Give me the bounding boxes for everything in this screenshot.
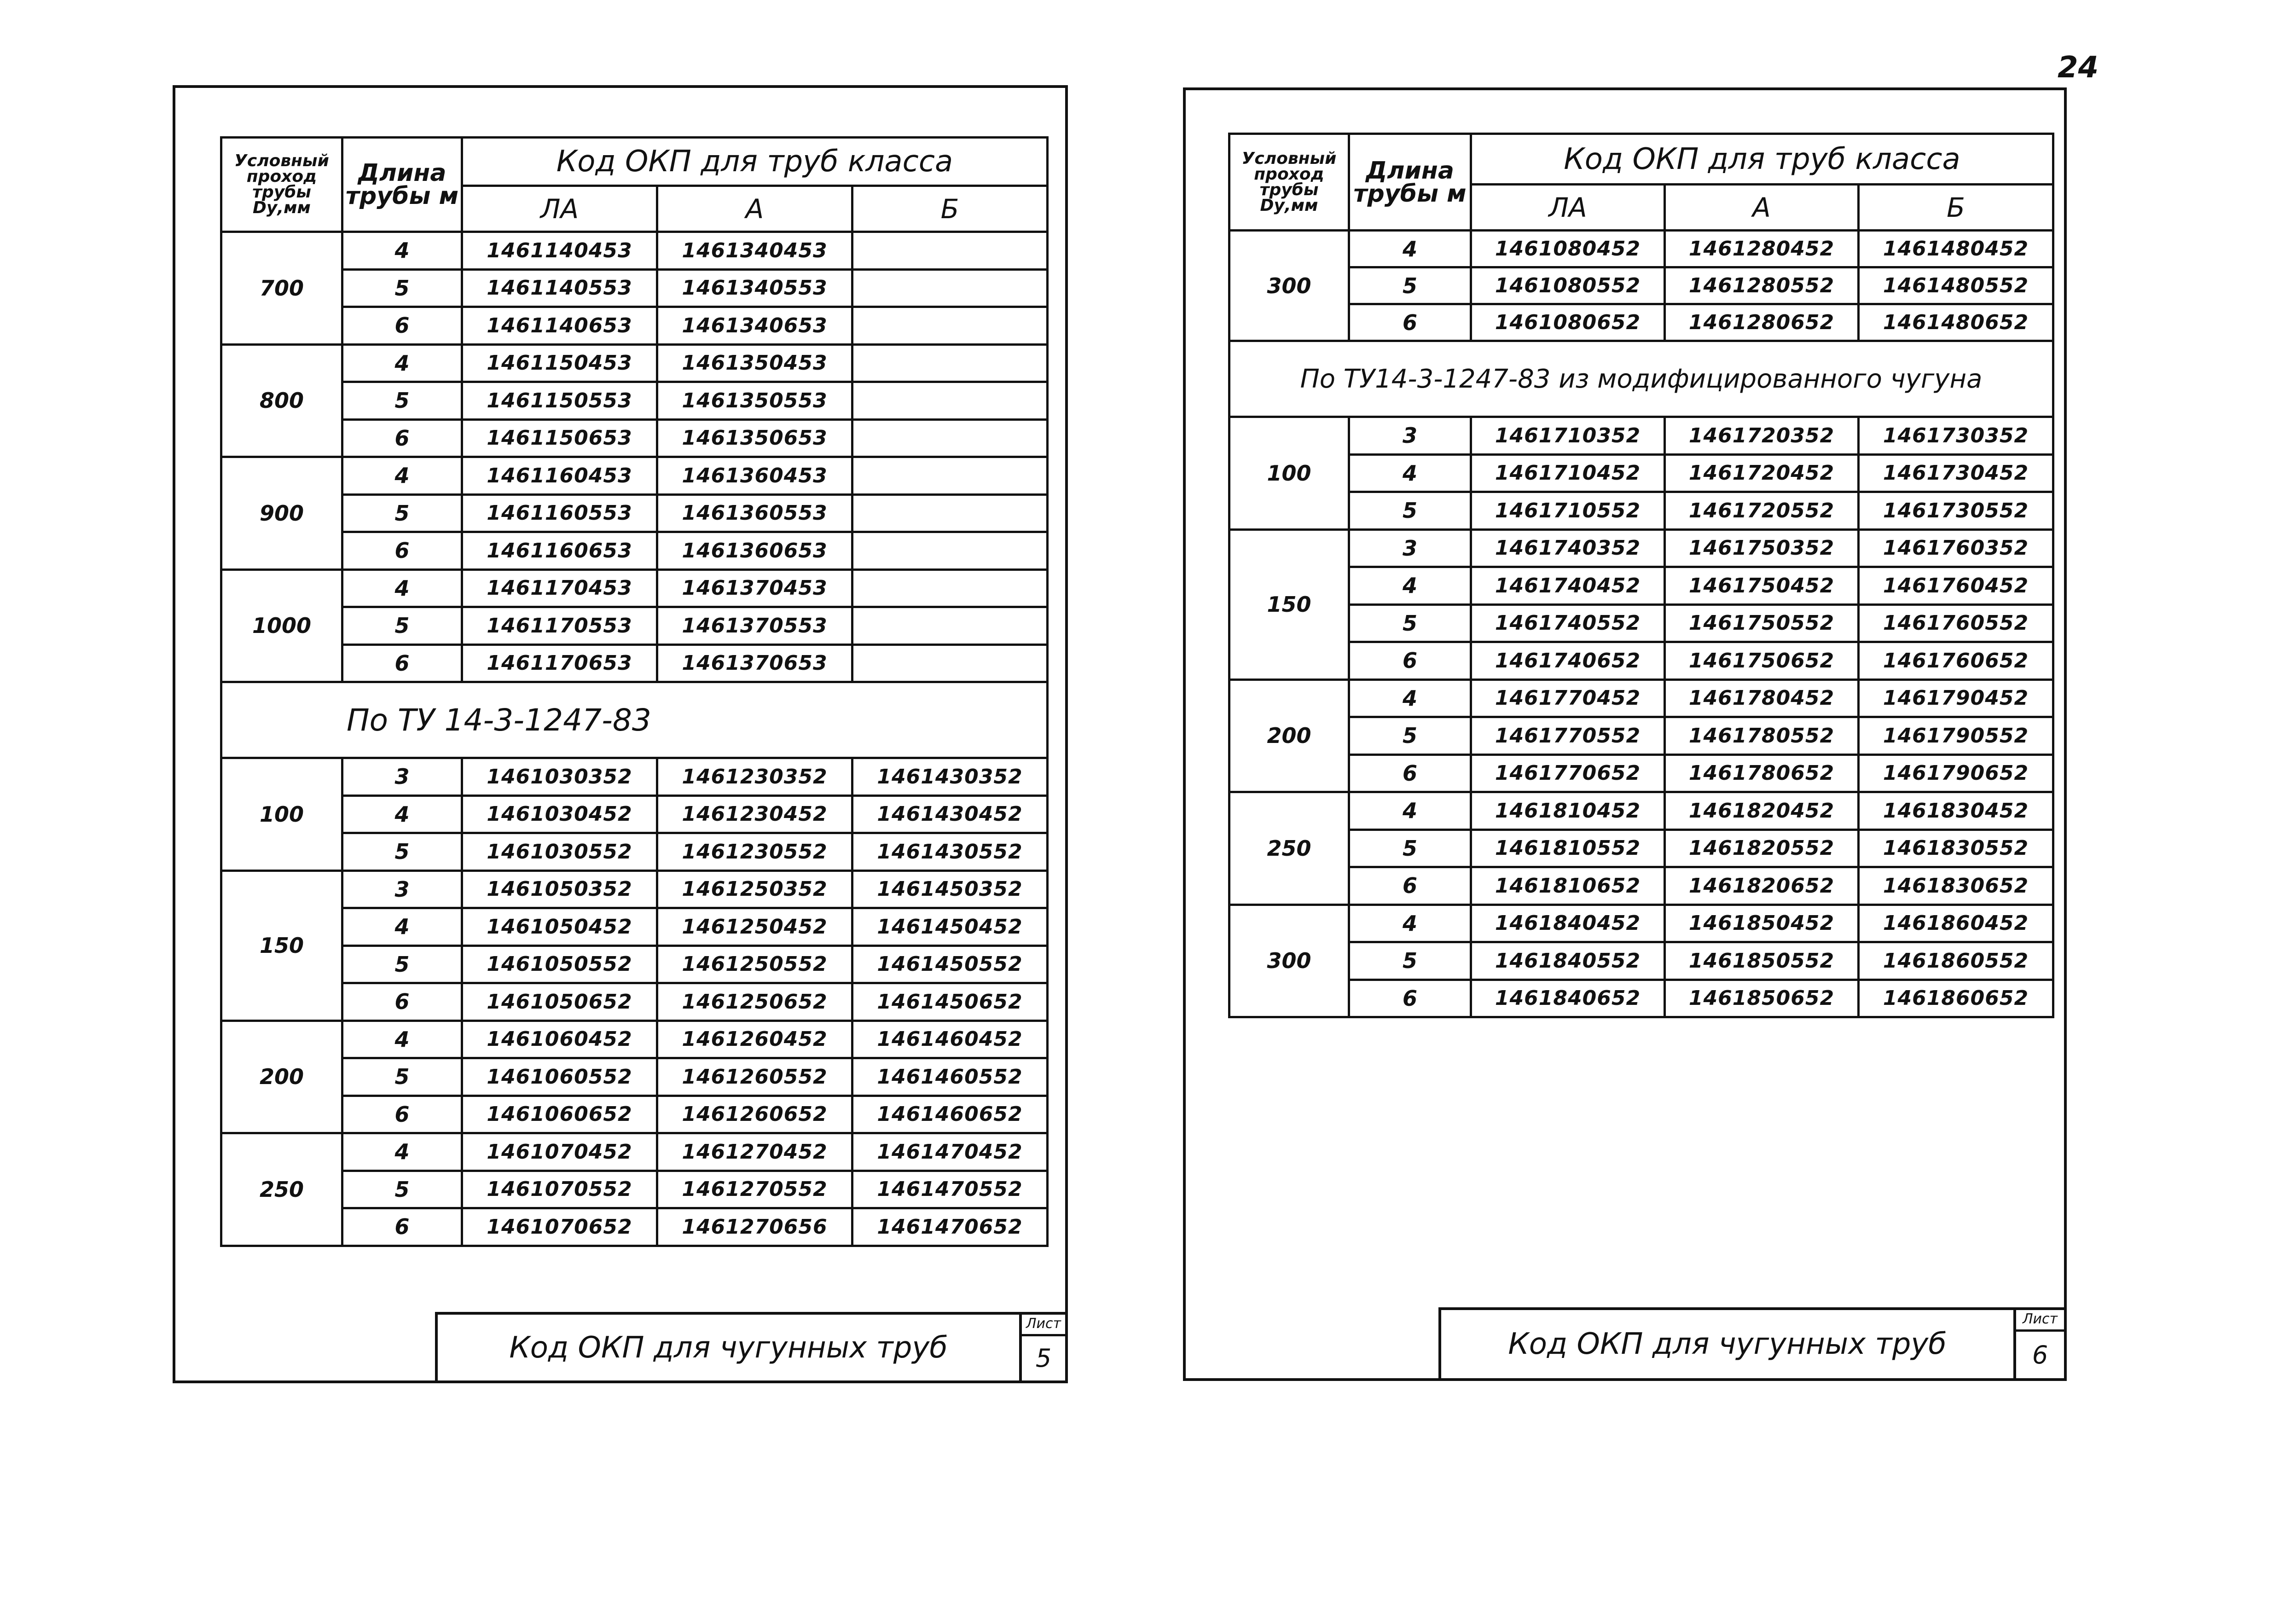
code-la-cell: 1461070652 [462,1208,657,1246]
code-b-cell: 1461430352 [852,758,1048,796]
code-a-cell: 1461340653 [657,307,852,345]
code-a-cell: 1461820652 [1665,867,1859,905]
code-la-cell: 1461140453 [462,232,657,270]
code-a-cell: 1461750652 [1665,642,1859,680]
table-row [221,833,1048,871]
code-b-cell [852,307,1048,345]
code-a-cell: 1461250352 [657,870,852,908]
length-cell: 4 [1349,792,1471,830]
length-cell: 5 [342,1058,462,1096]
table-row [1229,529,2053,567]
code-a-cell: 1461720552 [1665,492,1859,530]
code-b-cell: 1461790552 [1859,717,2053,755]
length-cell: 4 [342,569,462,607]
table-row [1229,980,2053,1017]
length-cell: 3 [1349,417,1471,455]
table-row [221,607,1048,645]
table-row [1229,717,2053,755]
code-la-cell: 1461050352 [462,870,657,908]
code-b-cell: 1461790652 [1859,754,2053,792]
table-row [1229,454,2053,492]
nominal-diameter-cell: 250 [1229,792,1349,905]
code-a-cell: 1461370453 [657,569,852,607]
length-cell: 3 [1349,529,1471,567]
length-cell: 5 [342,1171,462,1208]
table-row [221,1171,1048,1208]
table-row [221,344,1048,382]
code-la-cell: 1461150553 [462,382,657,420]
code-la-cell: 1461710352 [1471,417,1665,455]
code-a-cell: 1461280452 [1665,231,1859,267]
code-la-cell: 1461140653 [462,307,657,345]
code-header: Код ОКП для труб класса [462,138,1048,186]
code-la-cell: 1461060652 [462,1096,657,1133]
length-cell: 4 [342,795,462,833]
class-la-header: ЛА [462,186,657,232]
code-a-cell: 1461750352 [1665,529,1859,567]
section-row [221,682,1048,758]
nominal-diameter-cell: 900 [221,457,342,570]
length-cell: 6 [1349,867,1471,905]
code-la-cell: 1461740352 [1471,529,1665,567]
code-b-cell: 1461480452 [1859,231,2053,267]
table-row [221,1096,1048,1133]
code-la-cell: 1461150453 [462,344,657,382]
length-header: Длина трубы м [1349,134,1471,231]
code-la-cell: 1461140553 [462,269,657,307]
length-cell: 5 [1349,717,1471,755]
table-row [221,945,1048,983]
table-row [1229,304,2053,341]
length-cell: 4 [1349,454,1471,492]
code-a-cell: 1461250452 [657,908,852,946]
table-row [221,307,1048,345]
length-cell: 4 [342,344,462,382]
dn-header: Условный проход трубы Dу,мм [221,138,342,232]
code-la-cell: 1461740552 [1471,604,1665,642]
nominal-diameter-cell: 200 [221,1021,342,1133]
nominal-diameter-cell: 250 [221,1133,342,1246]
code-a-cell: 1461360653 [657,532,852,570]
code-la-cell: 1461170553 [462,607,657,645]
table-row [221,1133,1048,1171]
code-b-cell: 1461760452 [1859,567,2053,605]
table-row [1229,267,2053,304]
table-row [1229,567,2053,605]
code-a-cell: 1461280552 [1665,267,1859,304]
section-row [1229,341,2053,417]
left-title-block [435,1312,1068,1383]
right-title-block-text: Код ОКП для чугунных труб [1508,1327,1947,1361]
class-la-header: ЛА [1471,185,1665,231]
code-b-cell: 1461480652 [1859,304,2053,341]
code-la-cell: 1461080452 [1471,231,1665,267]
code-la-cell: 1461770452 [1471,679,1665,717]
code-a-cell: 1461370553 [657,607,852,645]
code-a-cell: 1461820552 [1665,829,1859,867]
code-b-cell: 1461860552 [1859,942,2053,980]
table-row [1229,942,2053,980]
code-b-cell: 1461470552 [852,1171,1048,1208]
table-row [221,870,1048,908]
code-a-cell: 1461370653 [657,644,852,682]
code-b-cell: 1461760552 [1859,604,2053,642]
length-cell: 3 [342,870,462,908]
length-cell: 5 [342,269,462,307]
code-la-cell: 1461710452 [1471,454,1665,492]
code-la-cell: 1461030552 [462,833,657,871]
length-cell: 6 [342,644,462,682]
code-a-cell: 1461260552 [657,1058,852,1096]
length-cell: 4 [342,1021,462,1058]
code-b-cell [852,607,1048,645]
code-b-cell [852,269,1048,307]
code-a-cell: 1461250652 [657,983,852,1021]
table-row [221,1058,1048,1096]
length-cell: 4 [342,1133,462,1171]
table-row [1229,829,2053,867]
nominal-diameter-cell: 200 [1229,679,1349,792]
table-row [221,494,1048,532]
code-la-cell: 1461080652 [1471,304,1665,341]
code-a-cell: 1461360553 [657,494,852,532]
code-la-cell: 1461840452 [1471,905,1665,942]
code-a-cell: 1461850452 [1665,905,1859,942]
length-cell: 4 [1349,567,1471,605]
length-cell: 4 [1349,905,1471,942]
table-row [221,644,1048,682]
table-row [221,795,1048,833]
code-a-cell: 1461250552 [657,945,852,983]
code-la-cell: 1461770552 [1471,717,1665,755]
code-a-cell: 1461350553 [657,382,852,420]
code-a-cell: 1461230552 [657,833,852,871]
code-b-cell: 1461460552 [852,1058,1048,1096]
class-b-header: Б [852,186,1048,232]
length-cell: 3 [342,758,462,796]
code-la-cell: 1461160653 [462,532,657,570]
nominal-diameter-cell: 700 [221,232,342,345]
table-row [1229,679,2053,717]
table-row [221,1021,1048,1058]
code-b-cell: 1461790452 [1859,679,2053,717]
code-la-cell: 1461810652 [1471,867,1665,905]
code-b-cell: 1461730552 [1859,492,2053,530]
left-okp-table [220,136,1049,1247]
code-a-cell: 1461340553 [657,269,852,307]
code-a-cell: 1461820452 [1665,792,1859,830]
code-la-cell: 1461030452 [462,795,657,833]
table-row [1229,417,2053,455]
table-row [1229,231,2053,267]
code-a-cell: 1461270552 [657,1171,852,1208]
table-row [1229,642,2053,680]
code-b-cell [852,457,1048,495]
table-row [221,382,1048,420]
code-header: Код ОКП для труб класса [1471,134,2053,185]
code-b-cell: 1461730352 [1859,417,2053,455]
length-cell: 5 [342,833,462,871]
code-b-cell: 1461450652 [852,983,1048,1021]
length-cell: 5 [342,382,462,420]
length-cell: 6 [1349,754,1471,792]
code-a-cell: 1461270656 [657,1208,852,1246]
left-table-body [221,138,1048,1246]
code-a-cell: 1461280652 [1665,304,1859,341]
code-a-cell: 1461780552 [1665,717,1859,755]
length-cell: 5 [1349,942,1471,980]
code-b-cell: 1461460452 [852,1021,1048,1058]
length-cell: 4 [1349,231,1471,267]
code-la-cell: 1461170653 [462,644,657,682]
code-la-cell: 1461740452 [1471,567,1665,605]
code-la-cell: 1461150653 [462,419,657,457]
code-b-cell: 1461470452 [852,1133,1048,1171]
code-b-cell: 1461450352 [852,870,1048,908]
code-b-cell: 1461480552 [1859,267,2053,304]
code-a-cell: 1461230352 [657,758,852,796]
code-a-cell: 1461230452 [657,795,852,833]
table-row [1229,604,2053,642]
table-row [1229,867,2053,905]
right-title-block [1438,1307,2067,1381]
code-a-cell: 1461750452 [1665,567,1859,605]
code-la-cell: 1461810452 [1471,792,1665,830]
code-b-cell [852,644,1048,682]
nominal-diameter-cell: 150 [221,870,342,1021]
code-la-cell: 1461740652 [1471,642,1665,680]
code-b-cell: 1461760352 [1859,529,2053,567]
table-row [221,269,1048,307]
code-la-cell: 1461030352 [462,758,657,796]
length-cell: 6 [342,1096,462,1133]
code-la-cell: 1461840652 [1471,980,1665,1017]
nominal-diameter-cell: 100 [1229,417,1349,530]
code-b-cell: 1461450452 [852,908,1048,946]
table-row [1229,754,2053,792]
table-row [221,232,1048,270]
code-la-cell: 1461050652 [462,983,657,1021]
code-la-cell: 1461710552 [1471,492,1665,530]
length-cell: 6 [342,983,462,1021]
code-a-cell: 1461270452 [657,1133,852,1171]
code-a-cell: 1461720452 [1665,454,1859,492]
code-la-cell: 1461070452 [462,1133,657,1171]
right-okp-table [1228,133,2054,1018]
code-b-cell: 1461430452 [852,795,1048,833]
length-cell: 5 [1349,829,1471,867]
table-row [221,983,1048,1021]
length-cell: 6 [342,1208,462,1246]
code-b-cell: 1461450552 [852,945,1048,983]
code-a-cell: 1461350653 [657,419,852,457]
class-a-header: А [1665,185,1859,231]
nominal-diameter-cell: 800 [221,344,342,457]
right-sheet-number: 6 [2032,1340,2048,1369]
left-sheet-box [1019,1315,1065,1380]
code-la-cell: 1461770652 [1471,754,1665,792]
code-a-cell: 1461780652 [1665,754,1859,792]
length-header: Длина трубы м [342,138,462,232]
code-b-cell: 1461860452 [1859,905,2053,942]
code-a-cell: 1461850552 [1665,942,1859,980]
table-row [221,1208,1048,1246]
code-a-cell: 1461360453 [657,457,852,495]
table-row [221,457,1048,495]
length-cell: 6 [342,307,462,345]
code-a-cell: 1461720352 [1665,417,1859,455]
length-cell: 6 [342,532,462,570]
code-b-cell: 1461460652 [852,1096,1048,1133]
left-sheet-number: 5 [1035,1344,1052,1373]
code-b-cell [852,344,1048,382]
table-row [1229,905,2053,942]
code-a-cell: 1461260652 [657,1096,852,1133]
code-b-cell: 1461830552 [1859,829,2053,867]
length-cell: 4 [342,457,462,495]
code-b-cell: 1461470652 [852,1208,1048,1246]
right-sheet-box [2013,1310,2064,1378]
code-la-cell: 1461060452 [462,1021,657,1058]
section-title: По ТУ14-3-1247-83 из модифицированного чугуна [1229,341,2053,417]
length-cell: 5 [1349,492,1471,530]
code-la-cell: 1461080552 [1471,267,1665,304]
code-a-cell: 1461260452 [657,1021,852,1058]
code-la-cell: 1461810552 [1471,829,1665,867]
code-la-cell: 1461070552 [462,1171,657,1208]
code-b-cell [852,419,1048,457]
dn-header: Условный проход трубы Dу,мм [1229,134,1349,231]
code-b-cell [852,232,1048,270]
code-a-cell: 1461340453 [657,232,852,270]
code-la-cell: 1461050552 [462,945,657,983]
length-cell: 4 [342,908,462,946]
table-row [221,419,1048,457]
code-la-cell: 1461050452 [462,908,657,946]
nominal-diameter-cell: 300 [1229,905,1349,1017]
code-a-cell: 1461750552 [1665,604,1859,642]
right-table-body [1229,134,2053,1017]
page-number: 24 [2058,51,2099,85]
code-a-cell: 1461780452 [1665,679,1859,717]
class-a-header: А [657,186,852,232]
code-a-cell: 1461350453 [657,344,852,382]
length-cell: 4 [342,232,462,270]
code-b-cell [852,532,1048,570]
left-sheet-label: Лист [1022,1315,1065,1336]
length-cell: 4 [1349,679,1471,717]
nominal-diameter-cell: 100 [221,758,342,871]
length-cell: 6 [1349,304,1471,341]
code-la-cell: 1461060552 [462,1058,657,1096]
table-row [221,532,1048,570]
table-row [221,758,1048,796]
code-b-cell: 1461730452 [1859,454,2053,492]
length-cell: 6 [342,419,462,457]
code-b-cell [852,494,1048,532]
length-cell: 5 [342,494,462,532]
table-row [1229,492,2053,530]
code-la-cell: 1461840552 [1471,942,1665,980]
code-b-cell: 1461830652 [1859,867,2053,905]
section-title: По ТУ 14-3-1247-83 [221,682,1048,758]
length-cell: 5 [342,607,462,645]
nominal-diameter-cell: 1000 [221,569,342,682]
length-cell: 5 [1349,604,1471,642]
code-la-cell: 1461160453 [462,457,657,495]
code-b-cell: 1461860652 [1859,980,2053,1017]
code-b-cell: 1461830452 [1859,792,2053,830]
table-row [1229,792,2053,830]
nominal-diameter-cell: 300 [1229,231,1349,341]
right-sheet-label: Лист [2016,1310,2064,1332]
length-cell: 5 [1349,267,1471,304]
nominal-diameter-cell: 150 [1229,529,1349,679]
left-title-block-text: Код ОКП для чугунных труб [509,1330,948,1365]
length-cell: 6 [1349,980,1471,1017]
class-b-header: Б [1859,185,2053,231]
code-a-cell: 1461850652 [1665,980,1859,1017]
code-b-cell [852,382,1048,420]
length-cell: 6 [1349,642,1471,680]
length-cell: 5 [342,945,462,983]
code-b-cell: 1461760652 [1859,642,2053,680]
code-b-cell [852,569,1048,607]
code-la-cell: 1461160553 [462,494,657,532]
code-b-cell: 1461430552 [852,833,1048,871]
table-row [221,908,1048,946]
code-la-cell: 1461170453 [462,569,657,607]
table-row [221,569,1048,607]
